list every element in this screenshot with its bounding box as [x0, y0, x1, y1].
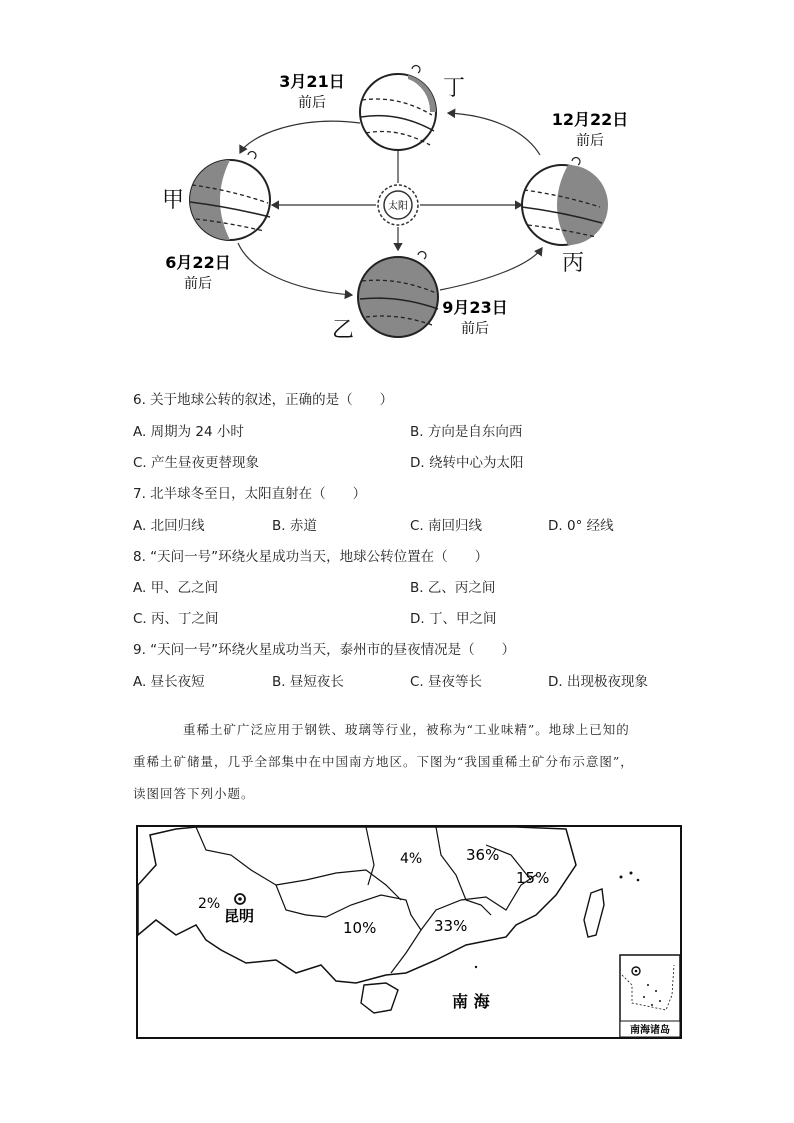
question-stem: 8. “天问一号”环绕火星成功当天，地球公转位置在（ ）	[133, 549, 489, 565]
city-kunming: 昆明	[224, 907, 255, 925]
south-china-sea-inset	[620, 955, 680, 1037]
sun-label: 太阳	[388, 201, 408, 212]
ding-date: 3月21日	[279, 72, 345, 91]
earth-bing	[522, 158, 608, 245]
jia-approx: 前后	[184, 276, 212, 292]
option-b[interactable]: B. 赤道	[272, 518, 317, 534]
pct-fujian: 15%	[516, 869, 550, 887]
option-c[interactable]: C. 丙、丁之间	[133, 611, 219, 627]
pct-jiangxi: 36%	[466, 846, 500, 864]
yi-approx: 前后	[461, 321, 489, 337]
jia-name: 甲	[162, 188, 185, 213]
earth-jia	[190, 152, 270, 240]
sun-icon	[378, 185, 418, 225]
option-d[interactable]: D. 出现极夜现象	[548, 674, 648, 690]
pct-guangxi: 10%	[343, 919, 377, 937]
ding-name: 丁	[443, 76, 466, 101]
orbit-arc-jia-yi	[238, 243, 352, 295]
yi-name: 乙	[332, 318, 355, 343]
option-d[interactable]: D. 丁、甲之间	[410, 611, 497, 627]
question-stem: 6. 关于地球公转的叙述，正确的是（ ）	[133, 392, 394, 408]
option-c[interactable]: C. 南回归线	[410, 518, 483, 534]
earth-orbit-diagram	[140, 55, 660, 355]
pct-yunnan: 2%	[198, 896, 221, 912]
bing-date: 12月22日	[551, 110, 629, 129]
ding-approx: 前后	[298, 95, 326, 111]
option-a[interactable]: A. 昼长夜短	[133, 674, 205, 690]
pct-guizhou: 4%	[400, 851, 423, 867]
bing-name: 丙	[562, 251, 585, 276]
orbit-arc-ding-jia	[240, 121, 360, 153]
option-b[interactable]: B. 方向是自东向西	[410, 424, 523, 440]
rare-earth-distribution-map	[136, 825, 682, 1039]
option-b[interactable]: B. 乙、丙之间	[410, 580, 496, 596]
passage-line-2: 重稀土矿储量，几乎全部集中在中国南方地区。下图为“我国重稀土矿分布示意图”，	[133, 754, 634, 769]
option-d[interactable]: D. 0° 经线	[548, 518, 614, 534]
bing-approx: 前后	[576, 133, 604, 149]
question-stem: 9. “天问一号”环绕火星成功当天，泰州市的昼夜情况是（ ）	[133, 642, 516, 658]
yi-date: 9月23日	[442, 298, 508, 317]
orbit-arc-yi-bing	[440, 248, 542, 290]
option-a[interactable]: A. 甲、乙之间	[133, 580, 219, 596]
option-c[interactable]: C. 产生昼夜更替现象	[133, 455, 260, 471]
option-a[interactable]: A. 北回归线	[133, 518, 205, 534]
sea-label: 南 海	[452, 992, 490, 1011]
option-c[interactable]: C. 昼夜等长	[410, 674, 483, 690]
jia-date: 6月22日	[165, 253, 231, 272]
earth-yi	[358, 252, 438, 337]
passage-line-3: 读图回答下列小题。	[133, 786, 255, 801]
passage-line-1: 重稀土矿广泛应用于钢铁、玻璃等行业，被称为“工业味精”。地球上已知的	[183, 722, 630, 737]
earth-ding	[360, 66, 436, 150]
orbit-arc-bing-ding	[448, 113, 540, 155]
question-stem: 7. 北半球冬至日，太阳直射在（ ）	[133, 486, 367, 502]
option-a[interactable]: A. 周期为 24 小时	[133, 424, 244, 440]
option-d[interactable]: D. 绕转中心为太阳	[410, 455, 524, 471]
kunming-city-marker	[235, 894, 245, 904]
option-b[interactable]: B. 昼短夜长	[272, 674, 344, 690]
inset-label: 南海诸岛	[630, 1025, 670, 1036]
pct-guangdong: 33%	[434, 917, 468, 935]
reading-passage	[133, 714, 663, 810]
